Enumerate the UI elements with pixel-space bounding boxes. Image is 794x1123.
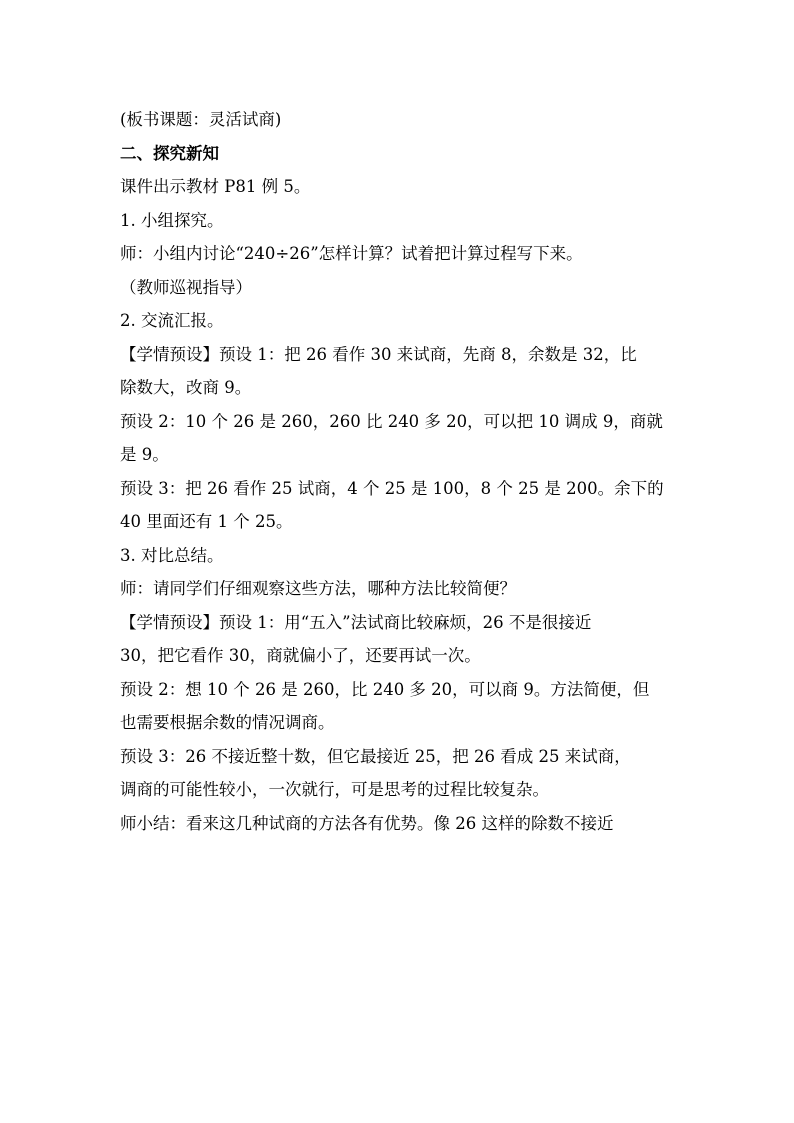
- text-line: 师：小组内讨论“240÷26”怎样计算？试着把计算过程写下来。: [120, 244, 583, 263]
- text-line: 师：请同学们仔细观察这些方法，哪种方法比较简便？: [120, 579, 516, 598]
- text-line: 【学情预设】预设 1：用“五入”法试商比较麻烦，26 不是很接近: [120, 612, 592, 632]
- text-line: 预设 3：26 不接近整十数，但它最接近 25，把 26 看成 25 来试商，: [120, 746, 631, 766]
- section-heading: 二、探究新知: [120, 143, 219, 163]
- text-line: 预设 2：想 10 个 26 是 260，比 240 多 20，可以商 9。方法简便，但: [120, 679, 650, 699]
- text-line: 【学情预设】预设 1：把 26 看作 30 来试商，先商 8，余数是 32，比: [120, 344, 637, 364]
- text-line: 师小结：看来这几种试商的方法各有优势。像 26 这样的除数不接近: [120, 813, 614, 833]
- text-line: 1. 小组探究。: [120, 210, 224, 230]
- text-line: 也需要根据余数的情况调商。: [120, 713, 335, 732]
- text-line: 3. 对比总结。: [120, 545, 224, 565]
- text-line: 2. 交流汇报。: [120, 311, 224, 330]
- document-body: [120, 103, 680, 840]
- text-line: 30，把它看作 30，商就偏小了，还要再试一次。: [120, 646, 481, 665]
- text-line: （教师巡视指导）: [120, 277, 252, 297]
- text-line: 是 9。: [120, 445, 169, 464]
- text-line: 40 里面还有 1 个 25。: [120, 512, 293, 531]
- text-line: 除数大，改商 9。: [120, 378, 252, 397]
- text-line: 调商的可能性较小，一次就行，可是思考的过程比较复杂。: [120, 780, 549, 799]
- board-title-note: (板书课题：灵活试商): [120, 110, 282, 129]
- text-line: 课件出示教材 P81 例 5。: [120, 177, 311, 196]
- text-line: 预设 2：10 个 26 是 260，260 比 240 多 20，可以把 10 调成 9，商就: [120, 411, 663, 431]
- text-line: 预设 3：把 26 看作 25 试商，4 个 25 是 100，8 个 25 是 200。余下的: [120, 478, 664, 498]
